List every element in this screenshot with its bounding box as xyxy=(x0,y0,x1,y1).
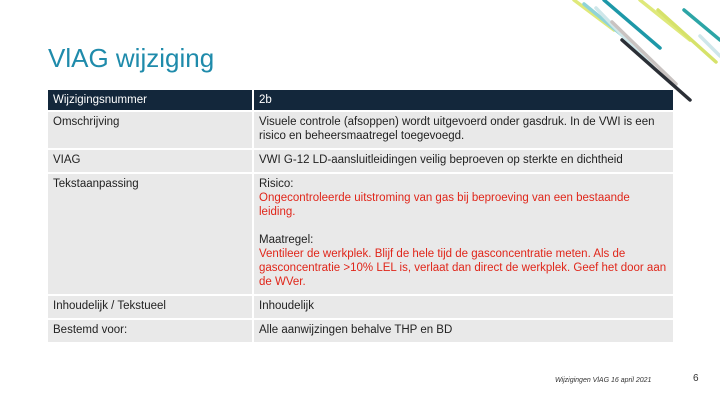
row-label: VIAG xyxy=(48,150,254,172)
row-value xyxy=(254,174,673,294)
header-value: 2b xyxy=(254,90,673,110)
table-row xyxy=(48,296,673,318)
slide-title: VlAG wijziging xyxy=(48,43,215,73)
table-row xyxy=(48,320,673,342)
row-value: Visuele controle (afsoppen) wordt uitgevoerd onder gasdruk. In de VWI is een risico en beheersmaatregel toegevoegd. xyxy=(254,112,673,148)
table-header-row xyxy=(48,90,673,110)
row-label: Bestemd voor: xyxy=(48,320,254,342)
table-row xyxy=(48,174,673,294)
measure-text: Ventileer de werkplek. Blijf de hele tijd de gasconcentratie meten. Als de gasconcentratie >10% LEL is, verlaat dan direct de werkplek. Geef het door aan de WVer. xyxy=(259,248,667,288)
slide-footer: Wijzigingen VlAG 16 april 2021 xyxy=(555,377,652,384)
risk-heading: Risico: xyxy=(259,178,294,190)
row-label: Omschrijving xyxy=(48,112,254,148)
row-label: Tekstaanpassing xyxy=(48,174,254,294)
spacer xyxy=(259,219,668,233)
row-label: Inhoudelijk / Tekstueel xyxy=(48,296,254,318)
table-row xyxy=(48,112,673,148)
table-row xyxy=(48,150,673,172)
row-value: Inhoudelijk xyxy=(254,296,673,318)
risk-text: Ongecontroleerde uitstroming van gas bij beproeving van een bestaande leiding. xyxy=(259,192,630,218)
row-value: VWI G-12 LD-aansluitleidingen veilig beproeven op sterkte en dichtheid xyxy=(254,150,673,172)
header-label: Wijzigingsnummer xyxy=(48,90,254,110)
page-number: 6 xyxy=(693,373,699,384)
measure-heading: Maatregel: xyxy=(259,234,314,246)
change-table xyxy=(48,88,673,344)
row-value: Alle aanwijzingen behalve THP en BD xyxy=(254,320,673,342)
